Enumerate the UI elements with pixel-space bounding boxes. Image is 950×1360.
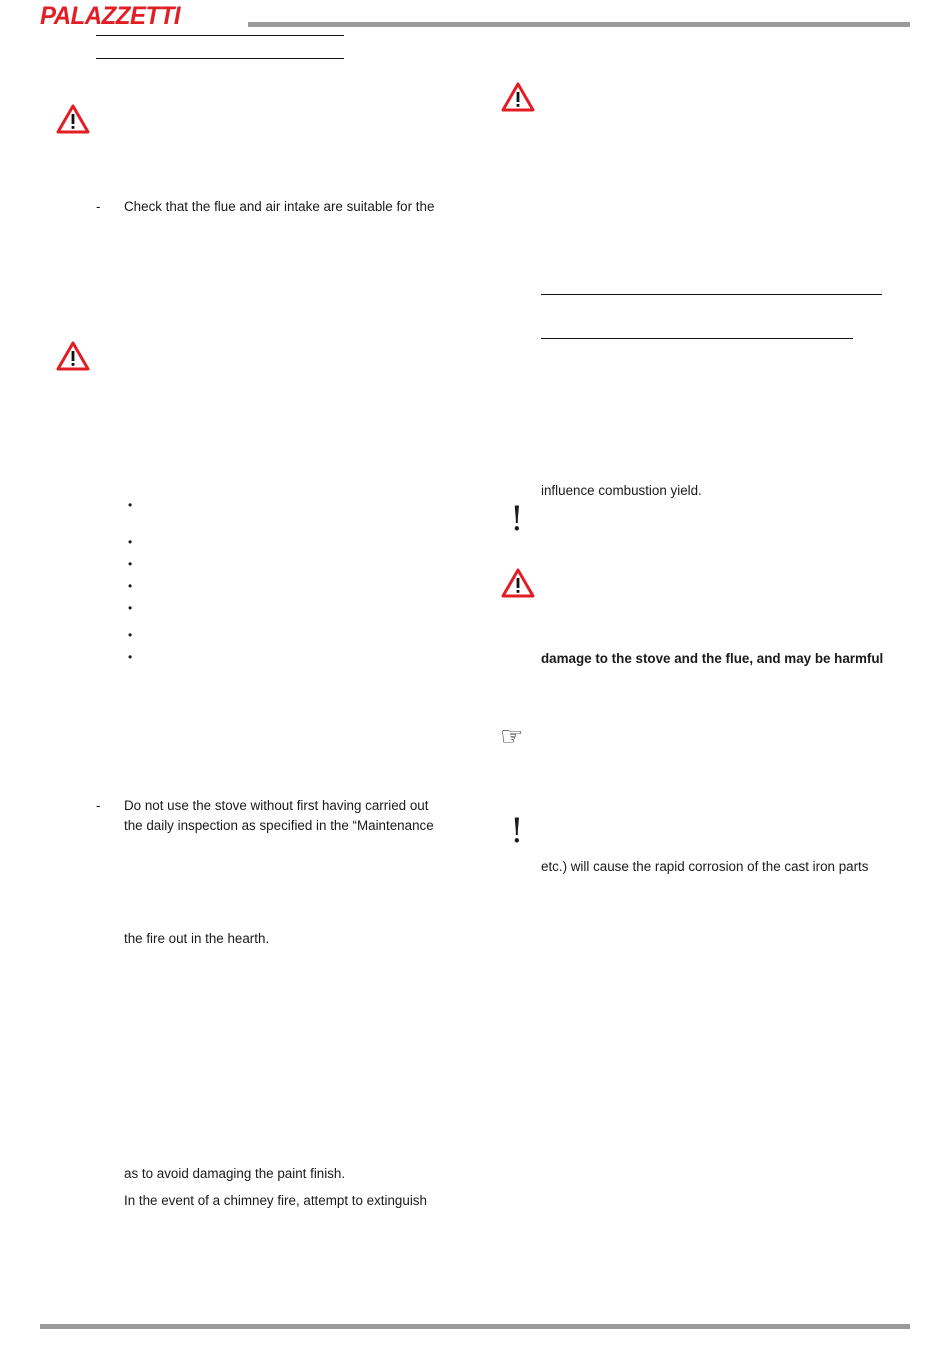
combustion-yield-text: influence combustion yield. xyxy=(541,483,702,498)
warning-triangle-icon xyxy=(56,104,90,134)
heading-rule xyxy=(541,294,882,295)
warning-triangle-icon xyxy=(56,341,90,371)
bullet-marker: • xyxy=(128,650,133,664)
pointing-hand-icon: ☞ xyxy=(500,722,524,752)
heading-rule xyxy=(541,338,853,339)
fire-out-text: the fire out in the hearth. xyxy=(124,931,270,946)
flue-check-text: Check that the flue and air intake are suitable for the xyxy=(124,199,435,214)
list-dash: - xyxy=(96,199,101,214)
exclamation-icon: ! xyxy=(510,499,524,539)
list-dash: - xyxy=(96,798,101,813)
heading-rule xyxy=(96,58,344,59)
header-bar xyxy=(248,22,910,27)
damage-warning-text: damage to the stove and the flue, and may be harmful xyxy=(541,651,884,666)
heading-rule xyxy=(96,35,344,36)
warning-triangle-icon xyxy=(501,82,535,112)
bullet-marker: • xyxy=(128,498,133,512)
exclamation-icon: ! xyxy=(510,811,524,851)
daily-inspection-text: Do not use the stove without first having carried out xyxy=(124,798,429,813)
brand-logo: PALAZZETTI xyxy=(40,2,181,30)
paint-finish-text: as to avoid damaging the paint finish. xyxy=(124,1166,346,1181)
corrosion-text: etc.) will cause the rapid corrosion of the cast iron parts xyxy=(541,859,869,874)
bullet-marker: • xyxy=(128,557,133,571)
warning-triangle-icon xyxy=(501,568,535,598)
bullet-marker: • xyxy=(128,601,133,615)
daily-inspection-text: the daily inspection as specified in the “Maintenance xyxy=(124,818,434,833)
bullet-marker: • xyxy=(128,628,133,642)
bullet-marker: • xyxy=(128,535,133,549)
bullet-marker: • xyxy=(128,579,133,593)
chimney-fire-text: In the event of a chimney fire, attempt to extinguish xyxy=(124,1193,427,1208)
footer-bar xyxy=(40,1324,910,1329)
